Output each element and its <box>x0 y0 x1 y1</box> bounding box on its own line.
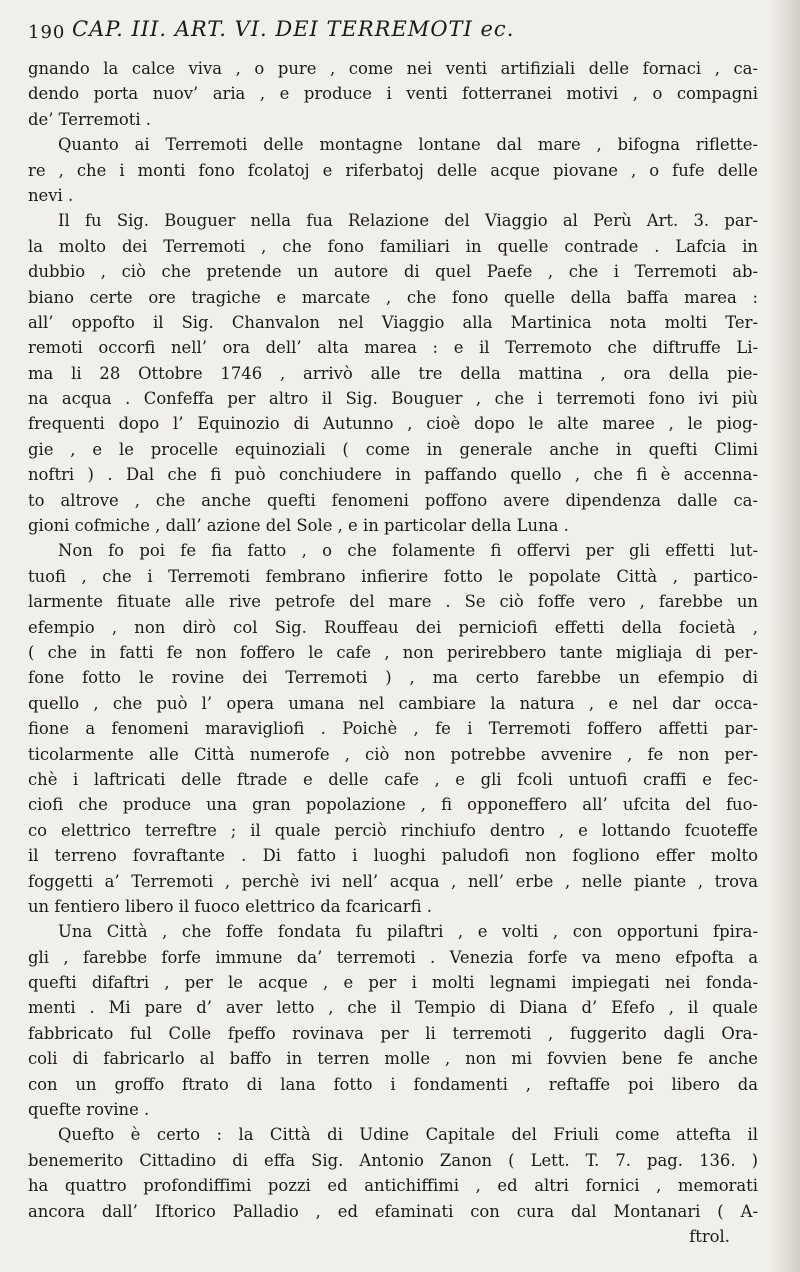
text-line: ticolarmente alle Città numerofe , ciò non potrebbe avvenire , fe non per- <box>28 744 758 764</box>
text-line: nevi . <box>28 185 74 205</box>
text-line: il terreno fovraftante . Di fatto i luoghi paludofi non fogliono effer molto <box>28 846 758 866</box>
text-line: all’ oppofto il Sig. Chanvalon nel Viaggio alla Martinica nota molti Ter- <box>28 312 758 332</box>
text-line: ( che in fatti fe non foffero le cafe , non perirebbero tante migliaja di per- <box>28 642 758 662</box>
text-line: ha quattro profondiffimi pozzi ed antichiffimi , ed altri fornici , memorati <box>28 1176 758 1196</box>
text-line: la molto dei Terremoti , che fono familiari in quelle contrade . Lafcia in <box>28 236 758 256</box>
text-line: co elettrico terreftre ; il quale perciò rinchiufo dentro , e lottando fcuoteffe <box>28 820 758 840</box>
body-text <box>28 56 758 1249</box>
page-header <box>28 14 758 50</box>
text-line: de’ Terremoti . <box>28 109 152 129</box>
text-line: Non fo poi fe fia fatto , o che folamente fi offervi per gli effetti lut- <box>58 541 758 561</box>
text-line: noftri ) . Dal che fi può conchiudere in paffando quello , che fi è accenna- <box>28 465 758 485</box>
text-line: Quanto ai Terremoti delle montagne lontane dal mare , bifogna riflette- <box>58 135 758 155</box>
page-number: 190 <box>28 22 66 43</box>
text-line: Una Città , che foffe fondata fu pilaftri , e volti , con opportuni fpira- <box>58 922 758 942</box>
text-line: larmente fituate alle rive petrofe del mare . Se ciò foffe vero , farebbe un <box>28 592 758 612</box>
text-line: ftrol. <box>689 1226 730 1246</box>
text-line: fabbricato ful Colle fpeffo rovinava per li terremoti , fuggerito dagli Ora- <box>28 1023 758 1043</box>
text-line: tuofi , che i Terremoti fembrano infierire fotto le popolate Città , partico- <box>28 566 758 586</box>
text-line: quello , che può l’ opera umana nel cambiare la natura , e nel dar occa- <box>28 693 758 713</box>
text-line: Quefto è certo : la Città di Udine Capitale del Friuli come attefta il <box>58 1125 758 1145</box>
text-line: biano certe ore tragiche e marcate , che fono quelle della baffa marea : <box>28 287 758 307</box>
text-line: ancora dall’ Iftorico Palladio , ed efaminati con cura dal Montanari ( A- <box>28 1201 758 1221</box>
text-line: fione a fenomeni maravigliofi . Poichè , fe i Terremoti foffero affetti par- <box>28 719 758 739</box>
text-line: gli , farebbe forfe immune da’ terremoti . Venezia forfe va meno efpofta a <box>28 947 758 967</box>
text-line: benemerito Cittadino di effa Sig. Antonio Zanon ( Lett. T. 7. pag. 136. ) <box>28 1150 758 1170</box>
text-line: frequenti dopo l’ Equinozio di Autunno , cioè dopo le alte maree , le piog- <box>28 414 758 434</box>
text-line: to altrove , che anche quefti fenomeni poffono avere dipendenza dalle ca- <box>28 490 758 510</box>
text-line: coli di fabricarlo al baffo in terren molle , non mi fovvien bene fe anche <box>28 1049 758 1069</box>
text-line: ma li 28 Ottobre 1746 , arrivò alle tre della mattina , ora della pie- <box>28 363 758 383</box>
text-line: gioni cofmiche , dall’ azione del Sole , e in particolar della Luna . <box>28 516 569 536</box>
text-line: chè i laftricati delle ftrade e delle cafe , e gli fcoli untuofi craffi e fec- <box>28 769 758 789</box>
text-line: quefte rovine . <box>28 1100 150 1120</box>
text-line: menti . Mi pare d’ aver letto , che il Tempio di Diana d’ Efefo , il quale <box>28 998 758 1018</box>
text-line: na acqua . Confeffa per altro il Sig. Bouguer , che i terremoti fono ivi più <box>28 389 758 409</box>
text-line: dubbio , ciò che pretende un autore di quel Paefe , che i Terremoti ab- <box>28 262 758 282</box>
text-line: dendo porta nuov’ aria , e produce i venti fotterranei motivi , o compagni <box>28 84 758 104</box>
text-line: foggetti a’ Terremoti , perchè ivi nell’ acqua , nell’ erbe , nelle piante , trova <box>28 871 758 891</box>
text-line: efempio , non dirò col Sig. Rouffeau dei perniciofi effetti della focietà , <box>28 617 758 637</box>
text-line: quefti difaftri , per le acque , e per i molti legnami impiegati nei fonda- <box>28 973 758 993</box>
text-line: fone fotto le rovine dei Terremoti ) , ma certo farebbe un efempio di <box>28 668 758 688</box>
text-line: gnando la calce viva , o pure , come nei venti artifiziali delle fornaci , ca- <box>28 59 758 78</box>
running-head: CAP. III. ART. VI. DEI TERREMOTI ec. <box>72 17 515 41</box>
text-line: Il fu Sig. Bouguer nella fua Relazione del Viaggio al Perù Art. 3. par- <box>58 211 758 231</box>
text-line: un fentiero libero il fuoco elettrico da fcaricarfi . <box>28 896 432 916</box>
text-line: re , che i monti fono fcolatoj e riferbatoj delle acque piovane , o fufe delle <box>28 160 758 180</box>
text-line: con un groffo ftrato di lana fotto i fondamenti , reftaffe poi libero da <box>28 1074 758 1094</box>
text-line: ciofi che produce una gran popolazione , fi opponeffero all’ ufcita del fuo- <box>28 795 758 815</box>
text-line: remoti occorfi nell’ ora dell’ alta marea : e il Terremoto che diftruffe Li- <box>28 338 758 358</box>
text-line: gie , e le procelle equinoziali ( come in generale anche in quefti Climi <box>28 439 758 459</box>
